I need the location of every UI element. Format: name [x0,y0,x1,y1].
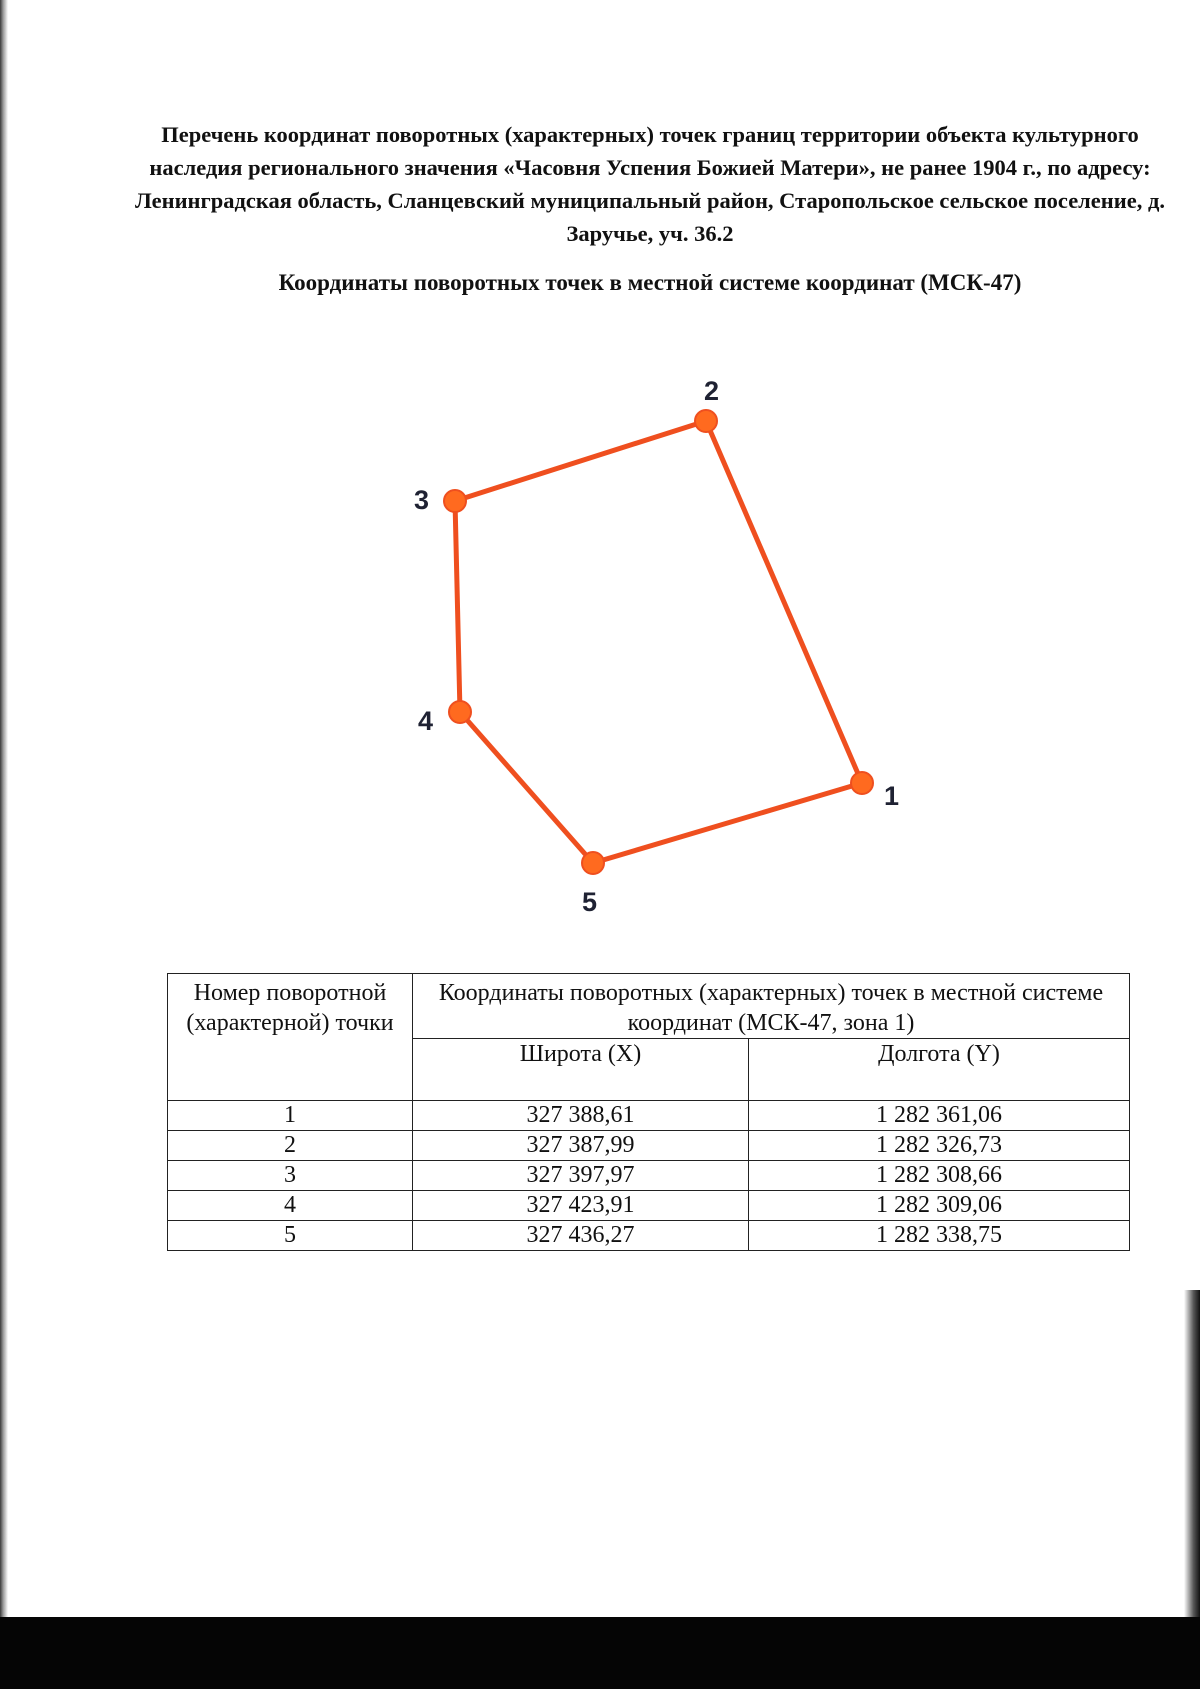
cell-point-number: 4 [168,1191,413,1221]
cell-longitude-y: 1 282 308,66 [749,1161,1130,1191]
point-label-3: 3 [414,485,430,515]
table-row [168,1101,1130,1131]
scan-bottom-band [0,1617,1200,1689]
table-row [168,1161,1130,1191]
document-title: Перечень координат поворотных (характерных) точек границ территории объекта культурного наследия регионального значения «Часовня Успения Божией Матери», не ранее 1904 г., по адресу: Ленинградская область, Сланцевский муниципальный район, Старопольское сельское поселение, д. Заручье, уч. 36.2 [135,122,1165,246]
boundary-point-1 [851,772,873,794]
table-row [168,1191,1130,1221]
cell-longitude-y: 1 282 326,73 [749,1131,1130,1161]
boundary-point-3 [444,490,466,512]
cell-point-number: 1 [168,1101,413,1131]
boundary-polygon [455,421,862,863]
cell-latitude-x: 327 423,91 [413,1191,749,1221]
scan-right-edge [1184,1290,1200,1620]
header-latitude-x: Широта (X) [413,1039,749,1101]
table-row [168,1221,1130,1251]
cell-longitude-y: 1 282 361,06 [749,1101,1130,1131]
cell-latitude-x: 327 397,97 [413,1161,749,1191]
boundary-point-5 [582,852,604,874]
point-label-4: 4 [418,706,434,736]
header-point-number: Номер поворотной (характерной) точки [168,974,413,1101]
coordinates-table [167,973,1130,1251]
table-row [168,1131,1130,1161]
point-label-5: 5 [582,887,598,917]
table-header-row-1 [168,974,1130,1039]
header-coordinate-system: Координаты поворотных (характерных) точек в местной системе координат (МСК-47, зона 1) [413,974,1130,1039]
boundary-point-2 [695,410,717,432]
cell-point-number: 5 [168,1221,413,1251]
header-longitude-y: Долгота (Y) [749,1039,1130,1101]
point-label-1: 1 [884,781,900,811]
point-label-2: 2 [704,376,720,406]
document-subtitle: Координаты поворотных точек в местной системе координат (МСК-47) [278,270,1022,295]
cell-latitude-x: 327 387,99 [413,1131,749,1161]
cell-longitude-y: 1 282 338,75 [749,1221,1130,1251]
cell-point-number: 2 [168,1131,413,1161]
cell-latitude-x: 327 436,27 [413,1221,749,1251]
boundary-point-4 [449,701,471,723]
cell-latitude-x: 327 388,61 [413,1101,749,1131]
cell-longitude-y: 1 282 309,06 [749,1191,1130,1221]
cell-point-number: 3 [168,1161,413,1191]
